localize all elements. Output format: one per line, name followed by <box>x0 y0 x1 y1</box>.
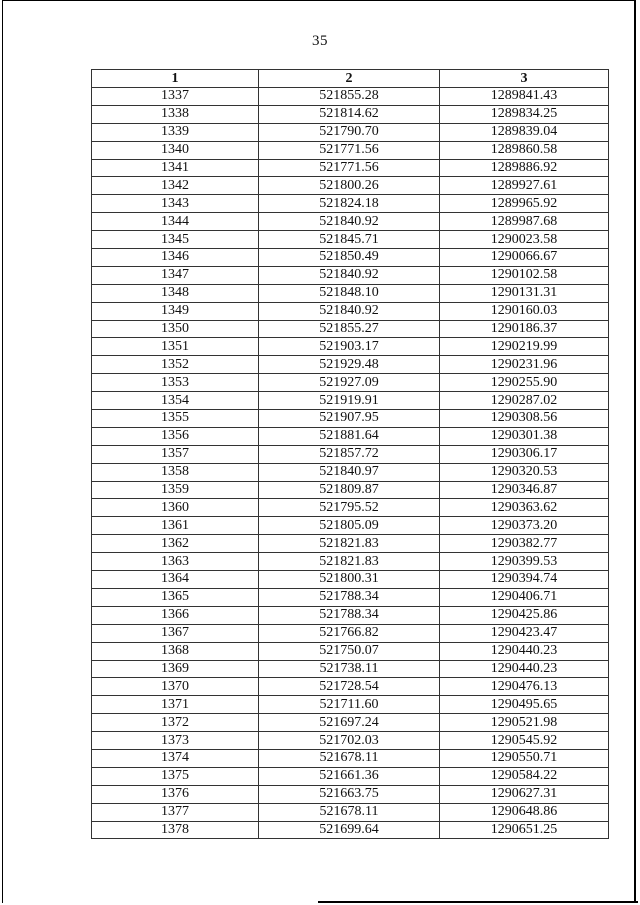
point-number-cell: 1362 <box>92 535 259 553</box>
y-coordinate-cell: 1290425.86 <box>440 606 609 624</box>
y-coordinate-cell: 1290363.62 <box>440 499 609 517</box>
table-row <box>92 463 609 481</box>
point-number-cell: 1338 <box>92 105 259 123</box>
table-row <box>92 284 609 302</box>
x-coordinate-cell: 521678.11 <box>259 803 440 821</box>
point-number-cell: 1373 <box>92 732 259 750</box>
x-coordinate-cell: 521855.27 <box>259 320 440 338</box>
table-row <box>92 767 609 785</box>
table-row <box>92 356 609 374</box>
x-coordinate-cell: 521728.54 <box>259 678 440 696</box>
table-row <box>92 499 609 517</box>
point-number-cell: 1357 <box>92 445 259 463</box>
table-row <box>92 535 609 553</box>
point-number-cell: 1367 <box>92 624 259 642</box>
point-number-cell: 1343 <box>92 195 259 213</box>
column-header: 2 <box>259 70 440 88</box>
x-coordinate-cell: 521814.62 <box>259 105 440 123</box>
x-coordinate-cell: 521795.52 <box>259 499 440 517</box>
table-row <box>92 642 609 660</box>
x-coordinate-cell: 521788.34 <box>259 606 440 624</box>
x-coordinate-cell: 521907.95 <box>259 410 440 428</box>
table-row <box>92 231 609 249</box>
y-coordinate-cell: 1290648.86 <box>440 803 609 821</box>
column-header: 1 <box>92 70 259 88</box>
y-coordinate-cell: 1289965.92 <box>440 195 609 213</box>
table-row <box>92 821 609 839</box>
table-row <box>92 803 609 821</box>
point-number-cell: 1378 <box>92 821 259 839</box>
y-coordinate-cell: 1290287.02 <box>440 392 609 410</box>
x-coordinate-cell: 521790.70 <box>259 123 440 141</box>
x-coordinate-cell: 521824.18 <box>259 195 440 213</box>
table-body <box>92 88 609 839</box>
point-number-cell: 1374 <box>92 749 259 767</box>
point-number-cell: 1370 <box>92 678 259 696</box>
table-row <box>92 553 609 571</box>
point-number-cell: 1348 <box>92 284 259 302</box>
y-coordinate-cell: 1290102.58 <box>440 266 609 284</box>
y-coordinate-cell: 1290308.56 <box>440 410 609 428</box>
table-row <box>92 588 609 606</box>
x-coordinate-cell: 521903.17 <box>259 338 440 356</box>
y-coordinate-cell: 1290131.31 <box>440 284 609 302</box>
point-number-cell: 1342 <box>92 177 259 195</box>
y-coordinate-cell: 1290306.17 <box>440 445 609 463</box>
point-number-cell: 1377 <box>92 803 259 821</box>
y-coordinate-cell: 1290255.90 <box>440 374 609 392</box>
y-coordinate-cell: 1290476.13 <box>440 678 609 696</box>
table-row <box>92 481 609 499</box>
point-number-cell: 1350 <box>92 320 259 338</box>
table-row <box>92 660 609 678</box>
x-coordinate-cell: 521857.72 <box>259 445 440 463</box>
x-coordinate-cell: 521881.64 <box>259 427 440 445</box>
table-row <box>92 302 609 320</box>
table-row <box>92 266 609 284</box>
point-number-cell: 1366 <box>92 606 259 624</box>
table-row <box>92 249 609 267</box>
y-coordinate-cell: 1290382.77 <box>440 535 609 553</box>
point-number-cell: 1359 <box>92 481 259 499</box>
table-row <box>92 213 609 231</box>
table-row <box>92 195 609 213</box>
table-row <box>92 374 609 392</box>
x-coordinate-cell: 521663.75 <box>259 785 440 803</box>
y-coordinate-cell: 1290186.37 <box>440 320 609 338</box>
y-coordinate-cell: 1290584.22 <box>440 767 609 785</box>
y-coordinate-cell: 1290399.53 <box>440 553 609 571</box>
table-row <box>92 749 609 767</box>
table-row <box>92 624 609 642</box>
y-coordinate-cell: 1290495.65 <box>440 696 609 714</box>
y-coordinate-cell: 1290219.99 <box>440 338 609 356</box>
x-coordinate-cell: 521821.83 <box>259 553 440 571</box>
x-coordinate-cell: 521800.26 <box>259 177 440 195</box>
x-coordinate-cell: 521661.36 <box>259 767 440 785</box>
table-row <box>92 696 609 714</box>
table-row <box>92 714 609 732</box>
y-coordinate-cell: 1290066.67 <box>440 249 609 267</box>
table-row <box>92 392 609 410</box>
y-coordinate-cell: 1289927.61 <box>440 177 609 195</box>
table-row <box>92 123 609 141</box>
x-coordinate-cell: 521771.56 <box>259 141 440 159</box>
table-row <box>92 88 609 106</box>
y-coordinate-cell: 1289886.92 <box>440 159 609 177</box>
x-coordinate-cell: 521919.91 <box>259 392 440 410</box>
x-coordinate-cell: 521845.71 <box>259 231 440 249</box>
point-number-cell: 1346 <box>92 249 259 267</box>
point-number-cell: 1340 <box>92 141 259 159</box>
x-coordinate-cell: 521840.92 <box>259 266 440 284</box>
y-coordinate-cell: 1290651.25 <box>440 821 609 839</box>
point-number-cell: 1344 <box>92 213 259 231</box>
table-row <box>92 571 609 589</box>
point-number-cell: 1369 <box>92 660 259 678</box>
y-coordinate-cell: 1289839.04 <box>440 123 609 141</box>
x-coordinate-cell: 521771.56 <box>259 159 440 177</box>
x-coordinate-cell: 521929.48 <box>259 356 440 374</box>
table-row <box>92 159 609 177</box>
point-number-cell: 1356 <box>92 427 259 445</box>
y-coordinate-cell: 1290423.47 <box>440 624 609 642</box>
page-number: 35 <box>312 33 328 49</box>
table-row <box>92 320 609 338</box>
y-coordinate-cell: 1290023.58 <box>440 231 609 249</box>
point-number-cell: 1351 <box>92 338 259 356</box>
y-coordinate-cell: 1290301.38 <box>440 427 609 445</box>
column-header: 3 <box>440 70 609 88</box>
point-number-cell: 1347 <box>92 266 259 284</box>
x-coordinate-cell: 521800.31 <box>259 571 440 589</box>
table-row <box>92 105 609 123</box>
x-coordinate-cell: 521699.64 <box>259 821 440 839</box>
x-coordinate-cell: 521702.03 <box>259 732 440 750</box>
y-coordinate-cell: 1289834.25 <box>440 105 609 123</box>
y-coordinate-cell: 1290346.87 <box>440 481 609 499</box>
point-number-cell: 1363 <box>92 553 259 571</box>
x-coordinate-cell: 521805.09 <box>259 517 440 535</box>
y-coordinate-cell: 1289860.58 <box>440 141 609 159</box>
table-header-row <box>92 70 609 88</box>
point-number-cell: 1345 <box>92 231 259 249</box>
y-coordinate-cell: 1290373.20 <box>440 517 609 535</box>
y-coordinate-cell: 1290627.31 <box>440 785 609 803</box>
x-coordinate-cell: 521788.34 <box>259 588 440 606</box>
point-number-cell: 1372 <box>92 714 259 732</box>
x-coordinate-cell: 521855.28 <box>259 88 440 106</box>
x-coordinate-cell: 521766.82 <box>259 624 440 642</box>
table-row <box>92 427 609 445</box>
x-coordinate-cell: 521678.11 <box>259 749 440 767</box>
y-coordinate-cell: 1290394.74 <box>440 571 609 589</box>
y-coordinate-cell: 1289987.68 <box>440 213 609 231</box>
x-coordinate-cell: 521809.87 <box>259 481 440 499</box>
table-row <box>92 177 609 195</box>
point-number-cell: 1360 <box>92 499 259 517</box>
y-coordinate-cell: 1290231.96 <box>440 356 609 374</box>
y-coordinate-cell: 1290406.71 <box>440 588 609 606</box>
y-coordinate-cell: 1290550.71 <box>440 749 609 767</box>
x-coordinate-cell: 521738.11 <box>259 660 440 678</box>
x-coordinate-cell: 521927.09 <box>259 374 440 392</box>
y-coordinate-cell: 1290545.92 <box>440 732 609 750</box>
table-row <box>92 732 609 750</box>
point-number-cell: 1358 <box>92 463 259 481</box>
point-number-cell: 1353 <box>92 374 259 392</box>
coordinates-table <box>91 69 609 839</box>
x-coordinate-cell: 521711.60 <box>259 696 440 714</box>
point-number-cell: 1375 <box>92 767 259 785</box>
point-number-cell: 1371 <box>92 696 259 714</box>
y-coordinate-cell: 1290440.23 <box>440 642 609 660</box>
x-coordinate-cell: 521840.97 <box>259 463 440 481</box>
point-number-cell: 1368 <box>92 642 259 660</box>
point-number-cell: 1365 <box>92 588 259 606</box>
y-coordinate-cell: 1290440.23 <box>440 660 609 678</box>
x-coordinate-cell: 521750.07 <box>259 642 440 660</box>
point-number-cell: 1361 <box>92 517 259 535</box>
y-coordinate-cell: 1289841.43 <box>440 88 609 106</box>
table-row <box>92 517 609 535</box>
table-row <box>92 785 609 803</box>
bottom-edge-line <box>318 901 638 903</box>
table-row <box>92 338 609 356</box>
table-row <box>92 606 609 624</box>
table-row <box>92 445 609 463</box>
x-coordinate-cell: 521697.24 <box>259 714 440 732</box>
point-number-cell: 1349 <box>92 302 259 320</box>
point-number-cell: 1352 <box>92 356 259 374</box>
table-row <box>92 141 609 159</box>
table-row <box>92 678 609 696</box>
y-coordinate-cell: 1290160.03 <box>440 302 609 320</box>
x-coordinate-cell: 521821.83 <box>259 535 440 553</box>
x-coordinate-cell: 521850.49 <box>259 249 440 267</box>
point-number-cell: 1339 <box>92 123 259 141</box>
x-coordinate-cell: 521840.92 <box>259 302 440 320</box>
x-coordinate-cell: 521848.10 <box>259 284 440 302</box>
point-number-cell: 1376 <box>92 785 259 803</box>
x-coordinate-cell: 521840.92 <box>259 213 440 231</box>
point-number-cell: 1354 <box>92 392 259 410</box>
point-number-cell: 1341 <box>92 159 259 177</box>
point-number-cell: 1337 <box>92 88 259 106</box>
table-row <box>92 410 609 428</box>
y-coordinate-cell: 1290320.53 <box>440 463 609 481</box>
point-number-cell: 1364 <box>92 571 259 589</box>
y-coordinate-cell: 1290521.98 <box>440 714 609 732</box>
point-number-cell: 1355 <box>92 410 259 428</box>
